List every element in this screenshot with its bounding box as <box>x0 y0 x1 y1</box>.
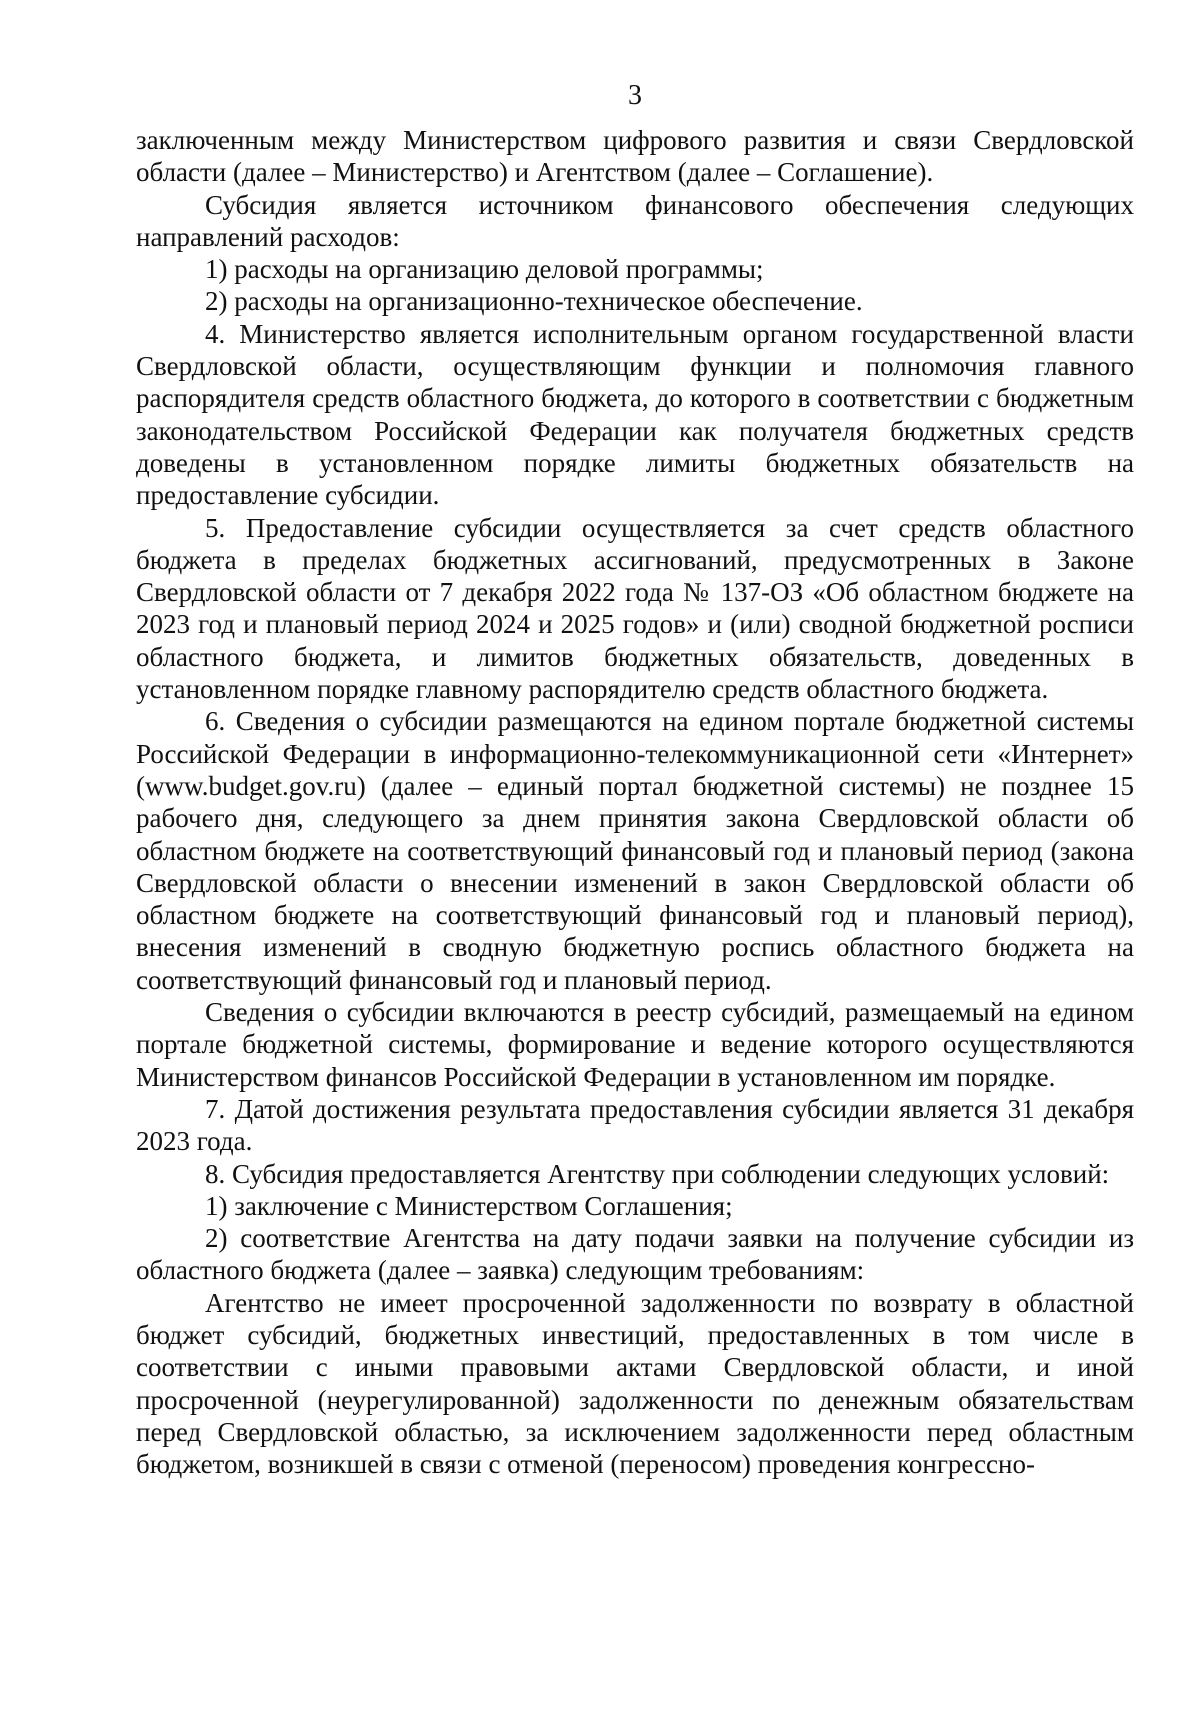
page-number: 3 <box>628 80 642 111</box>
paragraph-clause-8: 8. Субсидия предоставляется Агентству при соблюдении следующих условий: <box>205 1158 1110 1189</box>
paragraph-subsidy-registry: Сведения о субсидии включаются в реестр субсидий, размещаемый на едином портале бюджетной системы, формирование и ведение которого осуществляются Министерством финансов Российской Федерации в установленном им порядке. <box>136 997 1134 1092</box>
paragraph-clause-5: 5. Предоставление субсидии осуществляется за счет средств областного бюджета в пределах бюджетных ассигнований, предусмотренных в Законе Свердловской области от 7 декабря 2022 года № 137-ОЗ «Об областном бюджете на 2023 год и плановый период 2024 и 2025 годов» и (или) сводной бюджетной росписи областного бюджета, и лимитов бюджетных обязательств, доведенных в установленном порядке главному распорядителю средств областного бюджета. <box>136 512 1134 705</box>
paragraph-no-debt: Агентство не имеет просроченной задолженности по возврату в областной бюджет субсидий, бюджетных инвестиций, предоставленных в том числе в соответствии с иными правовыми актами Свердловской области, и иной просроченной (неурегулированной) задолженности по денежным обязательствам перед Свердловской областью, за исключением задолженности перед областным бюджетом, возникшей в связи с отменой (переносом) проведения конгрессно- <box>136 1287 1134 1480</box>
list-item-technical-support: 2) расходы на организационно-техническое обеспечение. <box>205 286 863 317</box>
paragraph-clause-7: 7. Датой достижения результата предоставления субсидии является 31 декабря 2023 года. <box>136 1093 1134 1157</box>
list-item-agreement: 1) заключение с Министерством Соглашения; <box>205 1190 733 1221</box>
paragraph-clause-6: 6. Сведения о субсидии размещаются на едином портале бюджетной системы Российской Федерации в информационно-телекоммуникационной сети «Интернет» (www.budget.gov.ru) (далее – единый портал бюджетной системы) не позднее 15 рабочего дня, следующего за днем принятия закона Свердловской области об областном бюджете на соответствующий финансовый год и плановый период (закона Свердловской области о внесении изменений в закон Свердловской области об областном бюджете на соответствующий финансовый год и плановый период), внесения изменений в сводную бюджетную роспись областного бюджета на соответствующий финансовый год и плановый период. <box>136 706 1134 995</box>
paragraph-agreement-end: заключенным между Министерством цифрового развития и связи Свердловской области (далее – Министерство) и Агентством (далее – Соглашение). <box>136 125 1134 188</box>
paragraph-clause-4: 4. Министерство является исполнительным органом государственной власти Свердловской области, осуществляющим функции и полномочия главного распорядителя средств областного бюджета, до которого в соответствии с бюджетным законодательством Российской Федерации как получателя бюджетных средств доведены в установленном порядке лимиты бюджетных обязательств на предоставление субсидии. <box>136 318 1134 511</box>
paragraph-subsidy-purpose: Субсидия является источником финансового обеспечения следующих направлений расходов: <box>136 189 1134 252</box>
list-item-business-program: 1) расходы на организацию деловой программы; <box>205 254 764 285</box>
list-item-requirements: 2) соответствие Агентства на дату подачи заявки на получение субсидии из областного бюджета (далее – заявка) следующим требованиям: <box>136 1223 1134 1286</box>
document-body <box>136 124 1134 1480</box>
